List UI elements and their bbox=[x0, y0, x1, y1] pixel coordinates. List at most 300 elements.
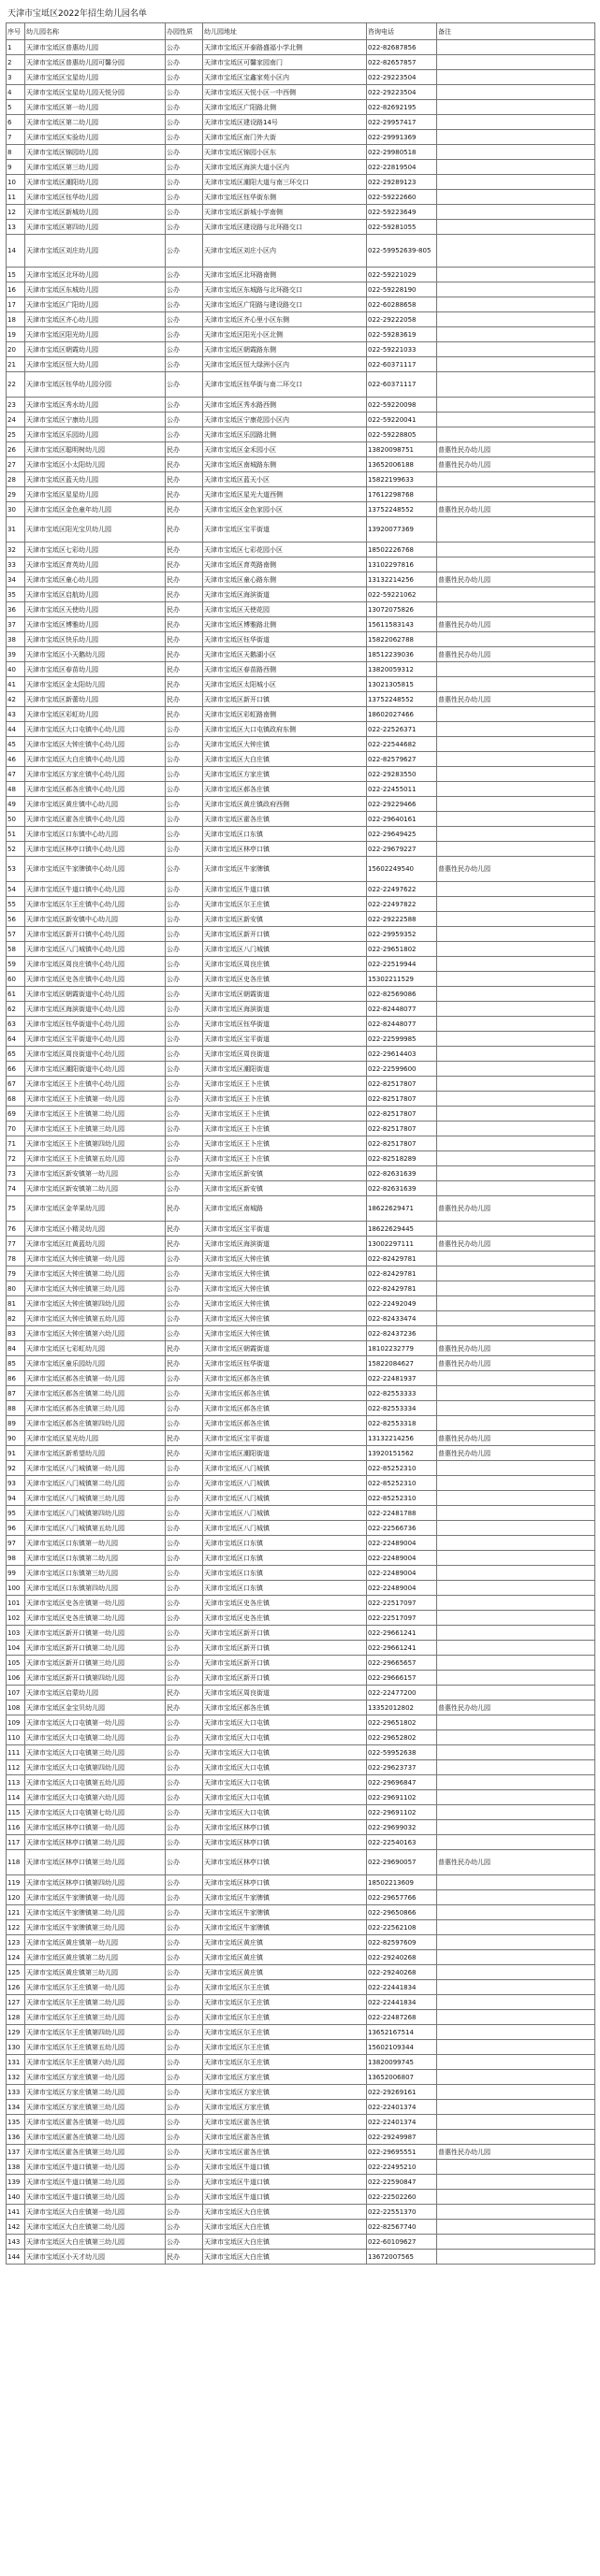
cell-note bbox=[437, 190, 595, 205]
table-row bbox=[7, 1671, 595, 1686]
cell-index: 114 bbox=[7, 1790, 25, 1805]
cell-type: 公办 bbox=[166, 1626, 203, 1641]
table-row bbox=[7, 1521, 595, 1536]
cell-type: 公办 bbox=[166, 205, 203, 220]
cell-address: 天津市宝坻区金色家园小区 bbox=[203, 502, 367, 517]
cell-address: 天津市宝坻区大口屯镇政府东侧 bbox=[203, 722, 367, 737]
cell-type: 民办 bbox=[166, 457, 203, 472]
cell-phone: 022-59220041 bbox=[367, 412, 437, 427]
cell-note bbox=[437, 55, 595, 70]
cell-index: 9 bbox=[7, 160, 25, 175]
cell-type: 公办 bbox=[166, 927, 203, 942]
cell-address: 天津市宝坻区口东镇 bbox=[203, 1581, 367, 1596]
cell-note bbox=[437, 1151, 595, 1166]
cell-phone: 022-29222588 bbox=[367, 912, 437, 927]
cell-note bbox=[437, 557, 595, 572]
cell-name: 天津市宝坻区红黄蓝幼儿园 bbox=[25, 1237, 166, 1252]
cell-address: 天津市宝坻区林亭口镇 bbox=[203, 1850, 367, 1875]
cell-address: 天津市宝坻区林亭口镇 bbox=[203, 1835, 367, 1850]
cell-address: 天津市宝坻区朝霞街道 bbox=[203, 987, 367, 1002]
table-row bbox=[7, 1266, 595, 1281]
cell-type: 公办 bbox=[166, 1745, 203, 1760]
cell-name: 天津市宝坻区尔王庄镇第二幼儿园 bbox=[25, 1995, 166, 2010]
cell-index: 28 bbox=[7, 472, 25, 487]
cell-address: 天津市宝坻区牛家牌镇 bbox=[203, 1920, 367, 1935]
cell-note bbox=[437, 677, 595, 692]
cell-type: 公办 bbox=[166, 1730, 203, 1745]
cell-index: 21 bbox=[7, 357, 25, 372]
cell-note bbox=[437, 220, 595, 235]
cell-name: 天津市宝坻区春苗幼儿园 bbox=[25, 662, 166, 677]
cell-index: 43 bbox=[7, 707, 25, 722]
cell-phone: 022-82553333 bbox=[367, 1386, 437, 1401]
cell-note bbox=[437, 1626, 595, 1641]
table-row bbox=[7, 1745, 595, 1760]
cell-type: 公办 bbox=[166, 827, 203, 842]
cell-address: 天津市宝坻区钰华街道 bbox=[203, 1017, 367, 1032]
cell-name: 天津市宝坻区八门城镇第五幼儿园 bbox=[25, 1521, 166, 1536]
cell-address: 天津市宝坻区王卜庄镇 bbox=[203, 1092, 367, 1107]
cell-index: 20 bbox=[7, 342, 25, 357]
cell-phone: 022-82517807 bbox=[367, 1122, 437, 1136]
cell-address: 天津市宝坻区大钟庄镇 bbox=[203, 1266, 367, 1281]
cell-phone: 022-29652802 bbox=[367, 1730, 437, 1745]
cell-note: 普惠性民办幼儿园 bbox=[437, 1237, 595, 1252]
cell-type: 公办 bbox=[166, 1107, 203, 1122]
cell-name: 天津市宝坻区钰华幼儿园分园 bbox=[25, 372, 166, 398]
cell-phone: 022-29283550 bbox=[367, 767, 437, 782]
cell-phone: 022-29661241 bbox=[367, 1641, 437, 1656]
cell-name: 天津市宝坻区金色童年幼儿园 bbox=[25, 502, 166, 517]
cell-name: 天津市宝坻区蓝天幼儿园 bbox=[25, 472, 166, 487]
cell-type: 公办 bbox=[166, 882, 203, 897]
cell-note bbox=[437, 1596, 595, 1611]
cell-type: 公办 bbox=[166, 1641, 203, 1656]
cell-address: 天津市宝坻区王卜庄镇 bbox=[203, 1136, 367, 1151]
cell-note bbox=[437, 2205, 595, 2220]
cell-name: 天津市宝坻区博雅幼儿园 bbox=[25, 617, 166, 632]
cell-note bbox=[437, 1656, 595, 1671]
cell-address: 天津市宝坻区新城小学南侧 bbox=[203, 205, 367, 220]
table-row bbox=[7, 1296, 595, 1311]
cell-index: 45 bbox=[7, 737, 25, 752]
table-row bbox=[7, 1920, 595, 1935]
cell-name: 天津市宝坻区新开口镇第一幼儿园 bbox=[25, 1626, 166, 1641]
table-row bbox=[7, 1326, 595, 1341]
table-row bbox=[7, 1401, 595, 1416]
cell-type: 公办 bbox=[166, 1326, 203, 1341]
cell-type: 公办 bbox=[166, 1790, 203, 1805]
cell-address: 天津市宝坻区宁康花园小区内 bbox=[203, 412, 367, 427]
cell-type: 民办 bbox=[166, 647, 203, 662]
cell-note bbox=[437, 1122, 595, 1136]
cell-name: 天津市宝坻区小天才幼儿园 bbox=[25, 2250, 166, 2265]
cell-note bbox=[437, 282, 595, 297]
cell-name: 天津市宝坻区第三幼儿园 bbox=[25, 160, 166, 175]
cell-type: 公办 bbox=[166, 957, 203, 972]
cell-name: 天津市宝坻区大白庄镇中心幼儿园 bbox=[25, 752, 166, 767]
cell-index: 109 bbox=[7, 1715, 25, 1730]
cell-note: 普惠性民办幼儿园 bbox=[437, 857, 595, 882]
table-row bbox=[7, 1002, 595, 1017]
cell-name: 天津市宝坻区林亭口镇第三幼儿园 bbox=[25, 1850, 166, 1875]
cell-phone: 022-22551370 bbox=[367, 2205, 437, 2220]
table-row bbox=[7, 1311, 595, 1326]
table-row bbox=[7, 175, 595, 190]
table-row bbox=[7, 1790, 595, 1805]
cell-index: 14 bbox=[7, 235, 25, 268]
cell-type: 公办 bbox=[166, 268, 203, 282]
cell-phone: 022-82569086 bbox=[367, 987, 437, 1002]
cell-phone: 022-82567740 bbox=[367, 2220, 437, 2235]
cell-index: 13 bbox=[7, 220, 25, 235]
table-row bbox=[7, 487, 595, 502]
cell-name: 天津市宝坻区黄庄镇中心幼儿园 bbox=[25, 797, 166, 812]
cell-phone: 18602027466 bbox=[367, 707, 437, 722]
cell-phone: 13752248552 bbox=[367, 502, 437, 517]
cell-type: 民办 bbox=[166, 1222, 203, 1237]
cell-note bbox=[437, 812, 595, 827]
cell-type: 公办 bbox=[166, 1386, 203, 1401]
cell-note bbox=[437, 1491, 595, 1506]
cell-phone: 022-82553318 bbox=[367, 1416, 437, 1431]
cell-index: 11 bbox=[7, 190, 25, 205]
cell-phone: 13652006188 bbox=[367, 457, 437, 472]
cell-note bbox=[437, 1641, 595, 1656]
table-row bbox=[7, 1077, 595, 1092]
cell-phone: 022-82657857 bbox=[367, 55, 437, 70]
cell-type: 公办 bbox=[166, 972, 203, 987]
table-row bbox=[7, 1965, 595, 1980]
cell-type: 公办 bbox=[166, 1935, 203, 1950]
cell-name: 天津市宝坻区恒大幼儿园 bbox=[25, 357, 166, 372]
cell-note bbox=[437, 1476, 595, 1491]
document-title: 天津市宝坻区2022年招生幼儿园名单 bbox=[7, 9, 147, 19]
table-body bbox=[7, 40, 595, 2265]
cell-phone: 022-82429781 bbox=[367, 1266, 437, 1281]
cell-name: 天津市宝坻区新安镇第一幼儿园 bbox=[25, 1166, 166, 1181]
cell-address: 天津市宝坻区霍各庄镇 bbox=[203, 812, 367, 827]
cell-index: 66 bbox=[7, 1062, 25, 1077]
cell-index: 31 bbox=[7, 517, 25, 543]
cell-address: 天津市宝坻区宝鑫家苑小区内 bbox=[203, 70, 367, 85]
cell-address: 天津市宝坻区七彩花园小区 bbox=[203, 543, 367, 557]
cell-address: 天津市宝坻区海滨街道 bbox=[203, 587, 367, 602]
cell-phone: 022-22517097 bbox=[367, 1611, 437, 1626]
cell-phone: 022-22819504 bbox=[367, 160, 437, 175]
cell-note bbox=[437, 1730, 595, 1745]
cell-phone: 022-82579627 bbox=[367, 752, 437, 767]
table-row bbox=[7, 543, 595, 557]
cell-note bbox=[437, 1092, 595, 1107]
cell-name: 天津市宝坻区周良街道中心幼儿园 bbox=[25, 1047, 166, 1062]
cell-name: 天津市宝坻区牛道口镇第一幼儿园 bbox=[25, 2160, 166, 2175]
cell-name: 天津市宝坻区刘庄幼儿园 bbox=[25, 235, 166, 268]
cell-note bbox=[437, 1326, 595, 1341]
cell-address: 天津市宝坻区童心路东侧 bbox=[203, 572, 367, 587]
table-row bbox=[7, 1775, 595, 1790]
cell-index: 90 bbox=[7, 1431, 25, 1446]
cell-address: 天津市宝坻区林亭口镇 bbox=[203, 842, 367, 857]
cell-index: 27 bbox=[7, 457, 25, 472]
cell-type: 公办 bbox=[166, 1521, 203, 1536]
cell-phone: 022-82597609 bbox=[367, 1935, 437, 1950]
cell-phone: 022-82433474 bbox=[367, 1311, 437, 1326]
cell-address: 天津市宝坻区星光大道西侧 bbox=[203, 487, 367, 502]
cell-address: 天津市宝坻区海滨大道小区内 bbox=[203, 160, 367, 175]
cell-address: 天津市宝坻区潮阳街道 bbox=[203, 1446, 367, 1461]
cell-index: 88 bbox=[7, 1401, 25, 1416]
table-row bbox=[7, 812, 595, 827]
cell-name: 天津市宝坻区王卜庄镇第四幼儿园 bbox=[25, 1136, 166, 1151]
cell-phone: 022-29614403 bbox=[367, 1047, 437, 1062]
cell-type: 民办 bbox=[166, 677, 203, 692]
cell-name: 天津市宝坻区方家庄镇第三幼儿园 bbox=[25, 2100, 166, 2115]
cell-phone: 022-22481937 bbox=[367, 1371, 437, 1386]
cell-type: 民办 bbox=[166, 543, 203, 557]
table-row bbox=[7, 632, 595, 647]
table-row bbox=[7, 1950, 595, 1965]
cell-type: 民办 bbox=[166, 1237, 203, 1252]
cell-address: 天津市宝坻区大钟庄镇 bbox=[203, 1296, 367, 1311]
cell-index: 122 bbox=[7, 1920, 25, 1935]
cell-address: 天津市宝坻区牛家牌镇 bbox=[203, 1890, 367, 1905]
cell-address: 天津市宝坻区八门城镇 bbox=[203, 1461, 367, 1476]
cell-note bbox=[437, 1386, 595, 1401]
cell-address: 天津市宝坻区郝各庄镇 bbox=[203, 1386, 367, 1401]
cell-index: 124 bbox=[7, 1950, 25, 1965]
cell-phone: 022-22455011 bbox=[367, 782, 437, 797]
cell-type: 公办 bbox=[166, 1416, 203, 1431]
cell-note bbox=[437, 602, 595, 617]
cell-type: 公办 bbox=[166, 1032, 203, 1047]
cell-phone: 18502226768 bbox=[367, 543, 437, 557]
cell-name: 天津市宝坻区八门城镇第二幼儿园 bbox=[25, 1476, 166, 1491]
cell-phone: 13652167514 bbox=[367, 2025, 437, 2040]
cell-note: 普惠性民办幼儿园 bbox=[437, 1341, 595, 1356]
cell-note bbox=[437, 972, 595, 987]
table-row bbox=[7, 1686, 595, 1700]
cell-type: 公办 bbox=[166, 1476, 203, 1491]
table-row bbox=[7, 1626, 595, 1641]
cell-note bbox=[437, 543, 595, 557]
cell-name: 天津市宝坻区史各庄镇中心幼儿园 bbox=[25, 972, 166, 987]
cell-address: 天津市宝坻区八门城镇 bbox=[203, 1506, 367, 1521]
cell-index: 16 bbox=[7, 282, 25, 297]
cell-note bbox=[437, 342, 595, 357]
table-row bbox=[7, 1476, 595, 1491]
cell-type: 公办 bbox=[166, 190, 203, 205]
cell-phone: 022-29957417 bbox=[367, 115, 437, 130]
cell-note bbox=[437, 1107, 595, 1122]
cell-note bbox=[437, 2160, 595, 2175]
cell-address: 天津市宝坻区黄庄镇 bbox=[203, 1950, 367, 1965]
table-row bbox=[7, 1820, 595, 1835]
cell-name: 天津市宝坻区新城幼儿园 bbox=[25, 205, 166, 220]
cell-name: 天津市宝坻区大白庄镇第二幼儿园 bbox=[25, 2220, 166, 2235]
cell-note: 普惠性民办幼儿园 bbox=[437, 502, 595, 517]
cell-name: 天津市宝坻区新安镇第二幼儿园 bbox=[25, 1181, 166, 1196]
cell-index: 56 bbox=[7, 912, 25, 927]
cell-note bbox=[437, 827, 595, 842]
cell-index: 69 bbox=[7, 1107, 25, 1122]
table-row bbox=[7, 1166, 595, 1181]
cell-note bbox=[437, 2040, 595, 2055]
table-row bbox=[7, 1935, 595, 1950]
cell-name: 天津市宝坻区聪明树幼儿园 bbox=[25, 442, 166, 457]
cell-name: 天津市宝坻区宁康幼儿园 bbox=[25, 412, 166, 427]
cell-index: 143 bbox=[7, 2235, 25, 2250]
cell-phone: 022-29249987 bbox=[367, 2130, 437, 2145]
cell-type: 公办 bbox=[166, 1077, 203, 1092]
cell-phone: 022-29650866 bbox=[367, 1905, 437, 1920]
cell-index: 25 bbox=[7, 427, 25, 442]
cell-note bbox=[437, 412, 595, 427]
table-row bbox=[7, 1506, 595, 1521]
cell-type: 民办 bbox=[166, 487, 203, 502]
cell-note bbox=[437, 517, 595, 543]
cell-type: 民办 bbox=[166, 557, 203, 572]
table-row bbox=[7, 1850, 595, 1875]
cell-type: 民办 bbox=[166, 1196, 203, 1222]
table-row bbox=[7, 115, 595, 130]
cell-note bbox=[437, 70, 595, 85]
cell-address: 天津市宝坻区金禾园小区 bbox=[203, 442, 367, 457]
cell-address: 天津市宝坻区八门城镇 bbox=[203, 942, 367, 957]
cell-address: 天津市宝坻区东城路与北环路交口 bbox=[203, 282, 367, 297]
cell-index: 1 bbox=[7, 40, 25, 55]
cell-phone: 022-29691102 bbox=[367, 1790, 437, 1805]
cell-index: 72 bbox=[7, 1151, 25, 1166]
header-address: 幼儿园地址 bbox=[203, 23, 367, 40]
cell-phone: 022-29690057 bbox=[367, 1850, 437, 1875]
cell-phone: 13752248552 bbox=[367, 692, 437, 707]
table-row bbox=[7, 372, 595, 398]
cell-type: 民办 bbox=[166, 617, 203, 632]
cell-address: 天津市宝坻区大白庄镇 bbox=[203, 2220, 367, 2235]
cell-address: 天津市宝坻区周良庄镇 bbox=[203, 957, 367, 972]
table-row bbox=[7, 160, 595, 175]
cell-type: 公办 bbox=[166, 912, 203, 927]
cell-type: 公办 bbox=[166, 1536, 203, 1551]
cell-note bbox=[437, 1281, 595, 1296]
cell-name: 天津市宝坻区大口屯镇中心幼儿园 bbox=[25, 722, 166, 737]
table-header-row bbox=[7, 23, 595, 40]
cell-type: 公办 bbox=[166, 782, 203, 797]
cell-address: 天津市宝坻区王卜庄镇 bbox=[203, 1107, 367, 1122]
cell-type: 民办 bbox=[166, 1700, 203, 1715]
table-row bbox=[7, 2055, 595, 2070]
cell-type: 公办 bbox=[166, 327, 203, 342]
cell-index: 78 bbox=[7, 1252, 25, 1266]
cell-index: 121 bbox=[7, 1905, 25, 1920]
cell-name: 天津市宝坻区宝星幼儿园 bbox=[25, 70, 166, 85]
cell-index: 142 bbox=[7, 2220, 25, 2235]
cell-type: 公办 bbox=[166, 1252, 203, 1266]
table-row bbox=[7, 557, 595, 572]
cell-phone: 022-82687856 bbox=[367, 40, 437, 55]
table-row bbox=[7, 517, 595, 543]
cell-phone: 022-29651802 bbox=[367, 942, 437, 957]
cell-note bbox=[437, 115, 595, 130]
cell-name: 天津市宝坻区大口屯镇第二幼儿园 bbox=[25, 1730, 166, 1745]
cell-index: 97 bbox=[7, 1536, 25, 1551]
cell-type: 公办 bbox=[166, 357, 203, 372]
cell-note bbox=[437, 2235, 595, 2250]
cell-address: 天津市宝坻区大白庄镇 bbox=[203, 752, 367, 767]
cell-name: 天津市宝坻区启蒙幼儿园 bbox=[25, 1686, 166, 1700]
table-row bbox=[7, 1805, 595, 1820]
cell-index: 38 bbox=[7, 632, 25, 647]
cell-address: 天津市宝坻区开泰路盛福小学北侧 bbox=[203, 40, 367, 55]
cell-name: 天津市宝坻区童心幼儿园 bbox=[25, 572, 166, 587]
cell-address: 天津市宝坻区春苗路西侧 bbox=[203, 662, 367, 677]
cell-address: 天津市宝坻区尔王庄镇 bbox=[203, 2025, 367, 2040]
cell-address: 天津市宝坻区大口屯镇 bbox=[203, 1775, 367, 1790]
table-row bbox=[7, 357, 595, 372]
cell-address: 天津市宝坻区大钟庄镇 bbox=[203, 1311, 367, 1326]
cell-type: 公办 bbox=[166, 1965, 203, 1980]
cell-note bbox=[437, 752, 595, 767]
cell-note bbox=[437, 2115, 595, 2130]
cell-type: 公办 bbox=[166, 85, 203, 100]
cell-phone: 13820059312 bbox=[367, 662, 437, 677]
cell-phone: 18622629471 bbox=[367, 1196, 437, 1222]
cell-name: 天津市宝坻区郝各庄镇第四幼儿园 bbox=[25, 1416, 166, 1431]
cell-index: 64 bbox=[7, 1032, 25, 1047]
cell-note bbox=[437, 1401, 595, 1416]
table-row bbox=[7, 1641, 595, 1656]
cell-phone: 15302211529 bbox=[367, 972, 437, 987]
cell-note bbox=[437, 882, 595, 897]
cell-phone: 17612298768 bbox=[367, 487, 437, 502]
cell-address: 天津市宝坻区尔王庄镇 bbox=[203, 2055, 367, 2070]
cell-type: 民办 bbox=[166, 632, 203, 647]
cell-note bbox=[437, 487, 595, 502]
cell-type: 公办 bbox=[166, 1980, 203, 1995]
table-row bbox=[7, 502, 595, 517]
cell-address: 天津市宝坻区郝各庄镇 bbox=[203, 1401, 367, 1416]
cell-phone: 022-82517807 bbox=[367, 1092, 437, 1107]
table-row bbox=[7, 190, 595, 205]
cell-address: 天津市宝坻区尔王庄镇 bbox=[203, 2010, 367, 2025]
cell-address: 天津市宝坻区可馨家园南门 bbox=[203, 55, 367, 70]
cell-address: 天津市宝坻区建设路14号 bbox=[203, 115, 367, 130]
cell-index: 126 bbox=[7, 1980, 25, 1995]
cell-index: 33 bbox=[7, 557, 25, 572]
cell-type: 公办 bbox=[166, 1850, 203, 1875]
cell-phone: 13652006807 bbox=[367, 2070, 437, 2085]
cell-index: 107 bbox=[7, 1686, 25, 1700]
table-row bbox=[7, 442, 595, 457]
cell-note bbox=[437, 1935, 595, 1950]
table-row bbox=[7, 1890, 595, 1905]
table-row bbox=[7, 327, 595, 342]
cell-name: 天津市宝坻区朝霞幼儿园 bbox=[25, 342, 166, 357]
cell-name: 天津市宝坻区方家庄镇中心幼儿园 bbox=[25, 767, 166, 782]
cell-note bbox=[437, 1965, 595, 1980]
cell-name: 天津市宝坻区秀水幼儿园 bbox=[25, 398, 166, 412]
cell-index: 63 bbox=[7, 1017, 25, 1032]
cell-type: 公办 bbox=[166, 1875, 203, 1890]
cell-note bbox=[437, 160, 595, 175]
cell-phone: 022-22481788 bbox=[367, 1506, 437, 1521]
cell-index: 102 bbox=[7, 1611, 25, 1626]
cell-index: 96 bbox=[7, 1521, 25, 1536]
cell-phone: 022-82429781 bbox=[367, 1252, 437, 1266]
cell-index: 139 bbox=[7, 2175, 25, 2190]
cell-index: 37 bbox=[7, 617, 25, 632]
